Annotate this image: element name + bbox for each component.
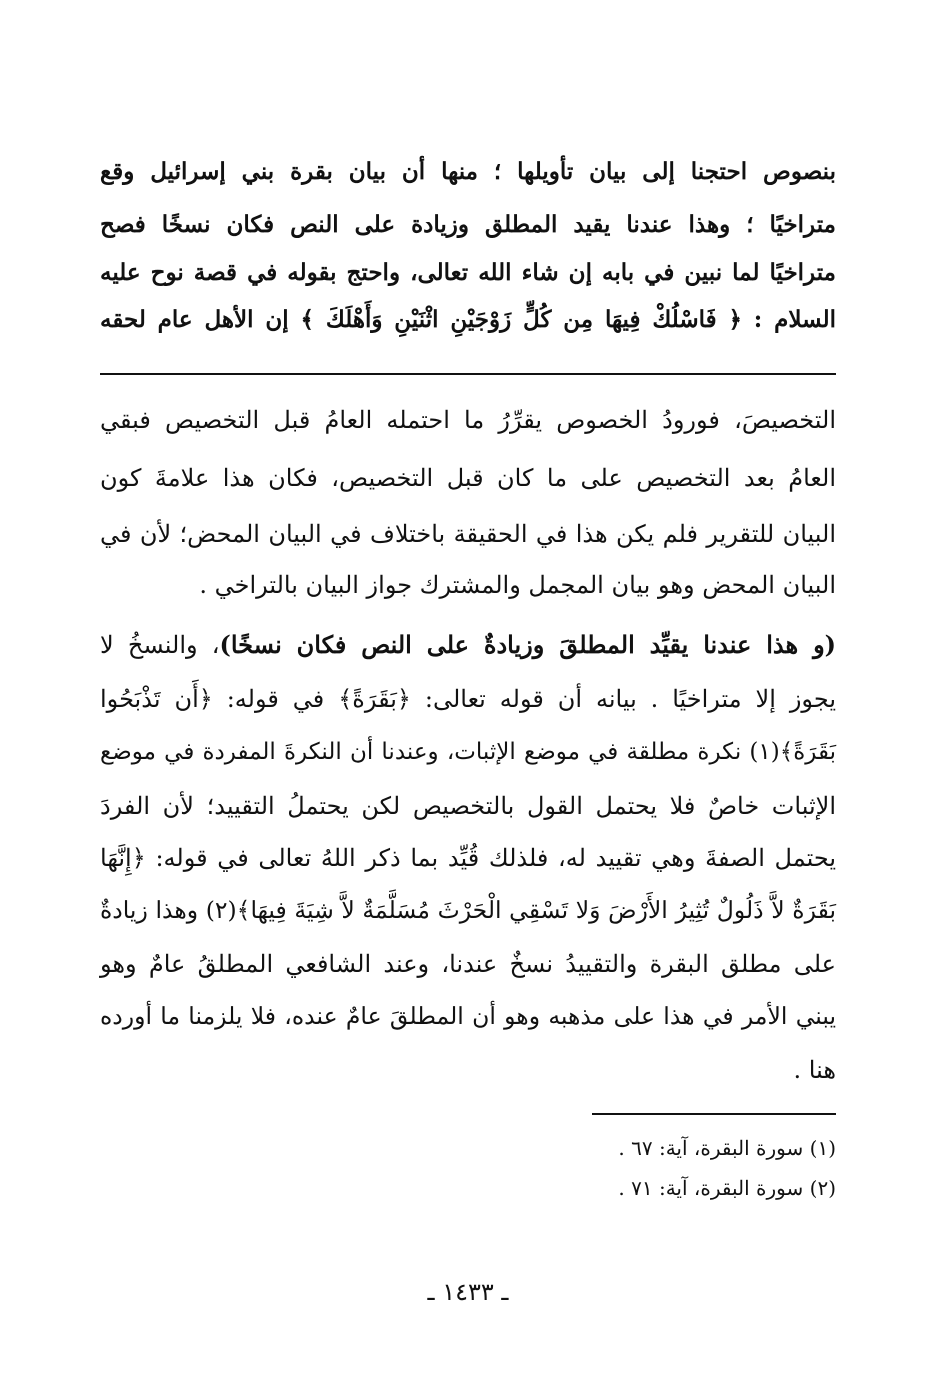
main-text-line: متراخيًا لما نبين في بابه إن شاء الله تعالى، واحتج بقوله في قصة نوح عليه [100,259,836,286]
commentary-line [100,630,837,659]
commentary-line: يبني الأمر في هذا على مذهبه وهو أن المطلقَ عامٌ عنده، فلا يلزمنا ما أورده [100,1002,836,1030]
commentary-line: العامُ بعد التخصيص على ما كان قبل التخصيص، فكان هذا علامةَ كون [100,464,836,492]
footnote-separator [592,1113,836,1115]
main-text-line: السلام : ﴿ فَاسْلُكْ فِيهَا مِن كُلٍّ زَوْجَيْنِ اثْنَيْنِ وَأَهْلَكَ ﴾ إن الأهل عام لحقه [100,306,836,333]
commentary-text: ، والنسخُ لا [100,631,220,659]
main-text-line: متراخيًا ؛ وهذا عندنا يقيد المطلق وزيادة على النص فكان نسخًا فصح [100,211,836,238]
commentary-line: على مطلق البقرة والتقييدُ نسخٌ عندنا، وعند الشافعي المطلقُ عامٌ وهو [100,950,836,978]
footnote: (١) سورة البقرة، آية: ٦٧ . [618,1136,836,1160]
commentary-line: يجوز إلا متراخيًا . بيانه أن قوله تعالى: ﴿بَقَرَةً﴾ في قوله: ﴿أَن تَذْبَحُوا [100,685,836,713]
commentary-line: يحتمل الصفةَ وهي تقييد له، فلذلك قُيِّد بما ذكر اللهُ تعالى في قوله: ﴿إِنَّهَا [100,844,837,872]
text-separator-line [100,373,836,375]
commentary-line: البيان المحض وهو بيان المجمل والمشترك جواز البيان بالتراخي . [199,571,836,599]
main-text-line: بنصوص احتجنا إلى بيان تأويلها ؛ منها أن بيان بقرة بني إسرائيل وقع [100,158,836,185]
footnote: (٢) سورة البقرة، آية: ٧١ . [618,1176,836,1200]
quoted-matn: (و هذا عندنا يقيِّد المطلقَ وزيادةٌ على النص فكان نسخًا) [219,630,837,659]
page-number: ـ ١٤٣٣ ـ [427,1278,509,1306]
commentary-line: التخصيصَ، فورودُ الخصوص يقرِّرُ ما احتمله العامُ قبل التخصيص فبقي [100,406,836,434]
commentary-line: هنا . [793,1056,836,1084]
commentary-line: البيان للتقرير فلم يكن هذا في الحقيقة باختلاف في البيان المحض؛ لأن في [100,520,836,548]
commentary-line: بَقَرَةً﴾(١) نكرة مطلقة في موضع الإثبات، وعندنا أن النكرةَ المفردة في موضع [100,739,836,765]
commentary-line: الإثبات خاصٌ فلا يحتمل القول بالتخصيص لكن يحتملُ التقييد؛ لأن الفردَ [100,792,836,820]
commentary-line: بَقَرَةٌ لاَّ ذَلُولٌ تُثِيرُ الأَرْضَ وَلا تَسْقِي الْحَرْثَ مُسَلَّمَةٌ لاَّ شِيَةَ فِيهَا﴾(٢) وهذا زيادةٌ [100,896,837,924]
